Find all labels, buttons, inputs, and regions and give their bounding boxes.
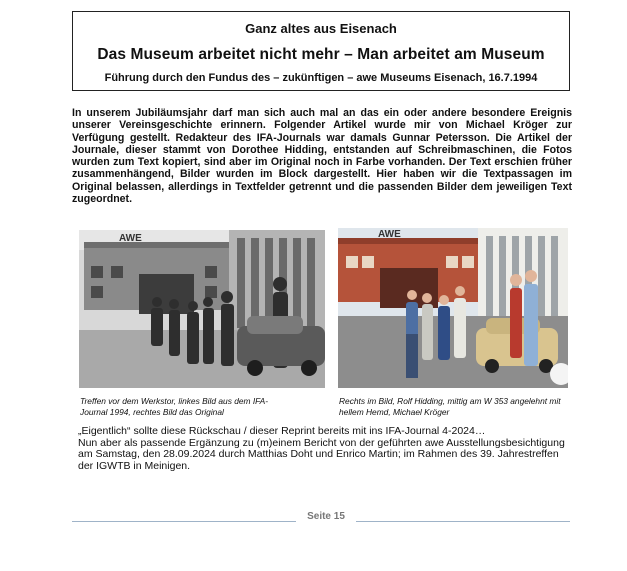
closing-line-2: Nun aber als passende Ergänzung zu (m)einem Bericht von der geführten awe Ausstellungsbesichtigung am Samstag, den 28.09.2024 durch Matthias Doht und Enrico Martin; im Rahmen des 39. Jahrestreffen der IGWTB in Meinigen. [78,436,565,473]
article-header [72,11,570,91]
footer-rule-left [72,521,296,522]
article-headline: Das Museum arbeitet nicht mehr – Man arbeitet am Museum [97,46,545,63]
section-kicker: Ganz altes aus Eisenach [245,21,397,36]
photo-factory-gate-bw [79,230,325,388]
closing-line-1: „Eigentlich“ sollte diese Rückschau / dieser Reprint bereits mit ins IFA-Journal 4-2024… [78,425,486,437]
caption-right: Rechts im Bild, Rolf Hidding, mittig am W 353 angelehnt mit hellem Hemd, Michael Kröger [339,396,561,417]
article-subline: Führung durch den Fundus des – zukünftigen – awe Museums Eisenach, 16.7.1994 [104,72,538,84]
caption-left: Treffen vor dem Werkstor, linkes Bild aus dem IFA-Journal 1994, rechtes Bild das Original [80,396,269,417]
photo-left-sign: AWE [119,233,142,244]
intro-paragraph: In unserem Jubiläumsjahr darf man sich auch mal an das ein oder andere besondere Ereignis unserer Vereinsgeschichte erinnern. Folgender Artikel wurde mir von Michael Kröger zur Verfügung gestellt. Redakteur des IFA-Journals war damals Gunnar Petersson. Die Artikel der Journale, dieser stammt von Dorothee Hidding, entstanden auf Schreibmaschinen, die Fotos wurden zum Text kopiert, sind aber im Original noch in Farbe vorhanden. Der Text erschien früher zusammenhängend, Bilder wurden im Block dargestellt. Hier haben wir die Textpassagen im Original belassen, allerdings in Textfelder getrennt und die passenden Bilder dem jeweiligen Text zugeordnet. [72,107,572,206]
closing-text [78,426,574,473]
page-number: Seite 15 [307,511,345,522]
footer-rule-right [356,521,570,522]
photo-right-sign: AWE [378,229,401,240]
photo-factory-gate-color [338,228,568,388]
